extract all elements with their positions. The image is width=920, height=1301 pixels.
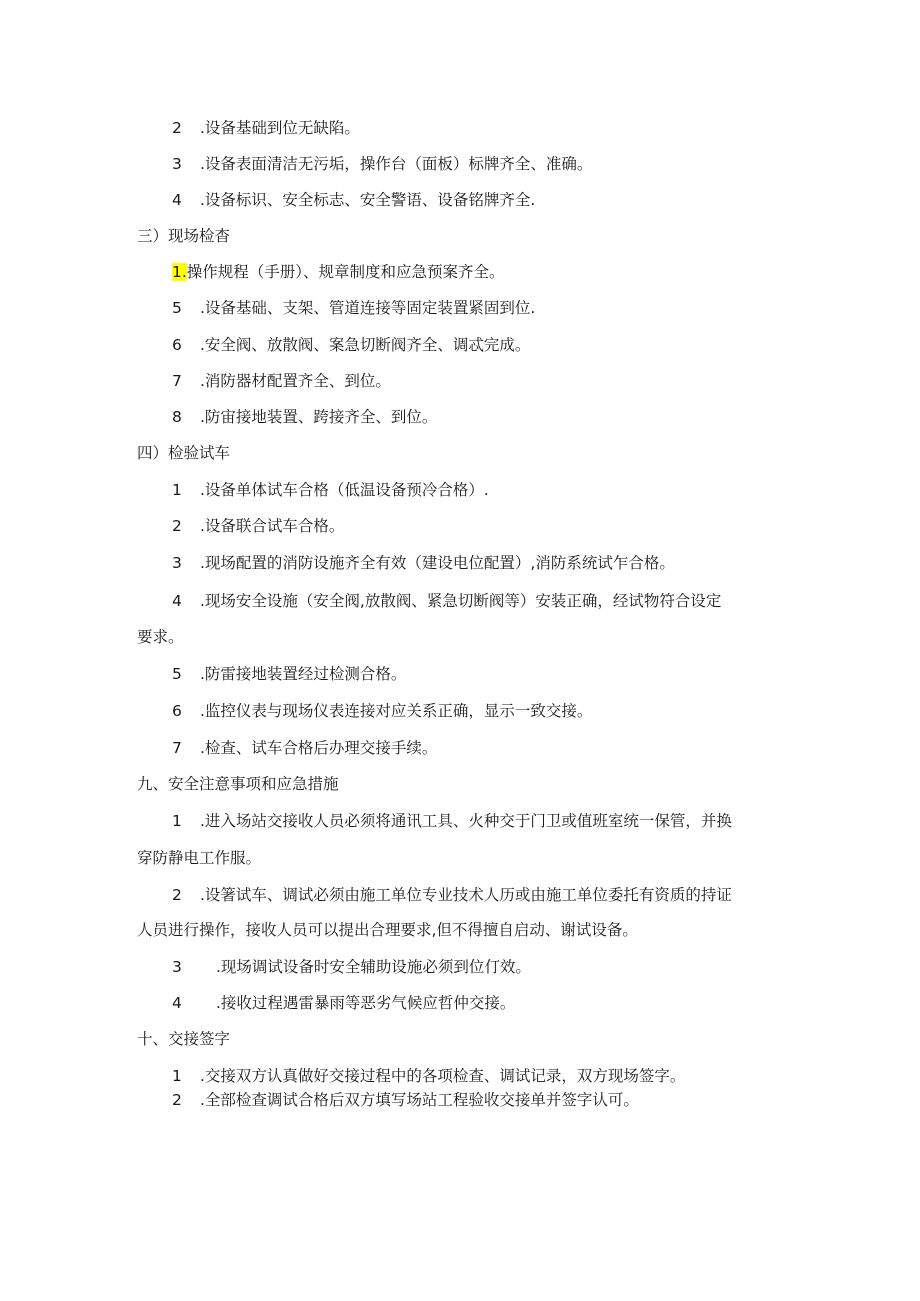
section-heading: 九、安全注意事项和应急措施 bbox=[137, 775, 339, 793]
item-number: 6 bbox=[172, 336, 182, 354]
item-text: .设备联合试车合格。 bbox=[200, 517, 345, 535]
item-text: .交接双方认真做好交接过程中的各项检查、调试记录，双方现场签字。 bbox=[200, 1067, 686, 1085]
item-number: 2 bbox=[172, 119, 182, 137]
list-item bbox=[172, 956, 531, 978]
item-text: .设备标识、安全标志、安全警语、设备铭牌齐全. bbox=[200, 191, 536, 209]
item-text: .设备表面清洁无污垢，操作台（面板）标牌齐全、准确。 bbox=[200, 155, 593, 173]
list-item bbox=[172, 479, 489, 501]
list-item bbox=[172, 515, 344, 537]
item-text: .监控仪表与现场仪表连接对应关系正确，显示一致交接。 bbox=[200, 702, 593, 720]
item-text: .现场调试设备时安全辅助设施必须到位仃效。 bbox=[216, 958, 531, 976]
list-item bbox=[172, 153, 592, 175]
item-continuation: 要求。 bbox=[137, 628, 184, 646]
item-number: 3 bbox=[172, 958, 182, 976]
item-number: 7 bbox=[172, 372, 182, 390]
item-number: 1 bbox=[172, 481, 182, 499]
list-item bbox=[172, 552, 675, 574]
item-number: 3 bbox=[172, 554, 182, 572]
list-item bbox=[172, 700, 592, 722]
list-item bbox=[172, 590, 721, 612]
list-item bbox=[172, 1089, 639, 1111]
item-text: .现场安全设施（安全阀,放散阀、紧急切断阀等）安装正确，经试物符合设定 bbox=[200, 592, 722, 610]
item-number: 6 bbox=[172, 702, 182, 720]
item-number: 5 bbox=[172, 299, 182, 317]
list-item bbox=[172, 737, 437, 759]
item-number: 4 bbox=[172, 994, 182, 1012]
item-text: .进入场站交接收人员必须将通讯工具、火种交于门卫或值班室统一保管，并换 bbox=[200, 812, 732, 830]
item-number: 3 bbox=[172, 155, 182, 173]
item-number: 2 bbox=[172, 1091, 182, 1109]
list-item bbox=[172, 406, 437, 428]
list-item bbox=[172, 297, 535, 319]
list-item bbox=[172, 884, 732, 906]
item-text: .安全阀、放散阀、案急切断阀齐全、调忒完成。 bbox=[200, 336, 531, 354]
item-continuation: 人员进行操作，接收人员可以提出合理要求,但不得擅自启动、谢试设备。 bbox=[137, 921, 638, 939]
list-item bbox=[172, 334, 530, 356]
item-number: 5 bbox=[172, 665, 182, 683]
item-text: .防雷接地装置经过检测合格。 bbox=[200, 665, 407, 683]
item-number: 1 bbox=[172, 1067, 182, 1085]
item-number: 2 bbox=[172, 886, 182, 904]
item-number: 1 bbox=[172, 812, 182, 830]
list-item bbox=[172, 117, 360, 139]
item-text: .防宙接地装置、跨接齐全、到位。 bbox=[200, 408, 438, 426]
item-text: .检查、试车合格后办理交接手续。 bbox=[200, 739, 438, 757]
list-item bbox=[172, 810, 732, 832]
section-heading: 三）现场检杳 bbox=[137, 227, 231, 245]
list-item bbox=[172, 261, 505, 283]
list-item bbox=[172, 370, 391, 392]
item-text: .全部检查调试合格后双方填写场站工程验收交接单并签字认可。 bbox=[200, 1091, 639, 1109]
item-text: .设备基础到位无缺陷。 bbox=[200, 119, 360, 137]
item-number: 8 bbox=[172, 408, 182, 426]
item-text: .设备单体试车合格（低温设备预冷合格）. bbox=[200, 481, 489, 499]
section-heading: 四）检验试车 bbox=[137, 444, 231, 462]
item-text: .接收过程遇雷暴雨等恶劣气候应哲仲交接。 bbox=[216, 994, 516, 1012]
item-text: .消防器材配置齐全、到位。 bbox=[200, 372, 391, 390]
list-item bbox=[172, 663, 406, 685]
item-text: .设备基础、支架、管道连接等固定装置紧固到位. bbox=[200, 299, 536, 317]
item-number: 4 bbox=[172, 191, 182, 209]
item-text: 操作规程（手册）、规章制度和应急预案齐全。 bbox=[186, 263, 505, 281]
item-number: 2 bbox=[172, 517, 182, 535]
item-number: 4 bbox=[172, 592, 182, 610]
section-heading: 十、交接签字 bbox=[137, 1030, 231, 1048]
list-item bbox=[172, 1065, 685, 1087]
item-text: .现场配置的消防设施齐全有效（建设电位配置）,消防系统试乍合格。 bbox=[200, 554, 675, 572]
item-continuation: 穿防静电工作服。 bbox=[137, 849, 262, 867]
list-item bbox=[172, 992, 515, 1014]
item-text: .设箸试车、调试必须由施工单位专业技术人历或由施工单位委托有资质的持证 bbox=[200, 886, 732, 904]
item-number: 7 bbox=[172, 739, 182, 757]
list-item bbox=[172, 189, 535, 211]
highlighted-item-number: 1. bbox=[172, 263, 187, 281]
